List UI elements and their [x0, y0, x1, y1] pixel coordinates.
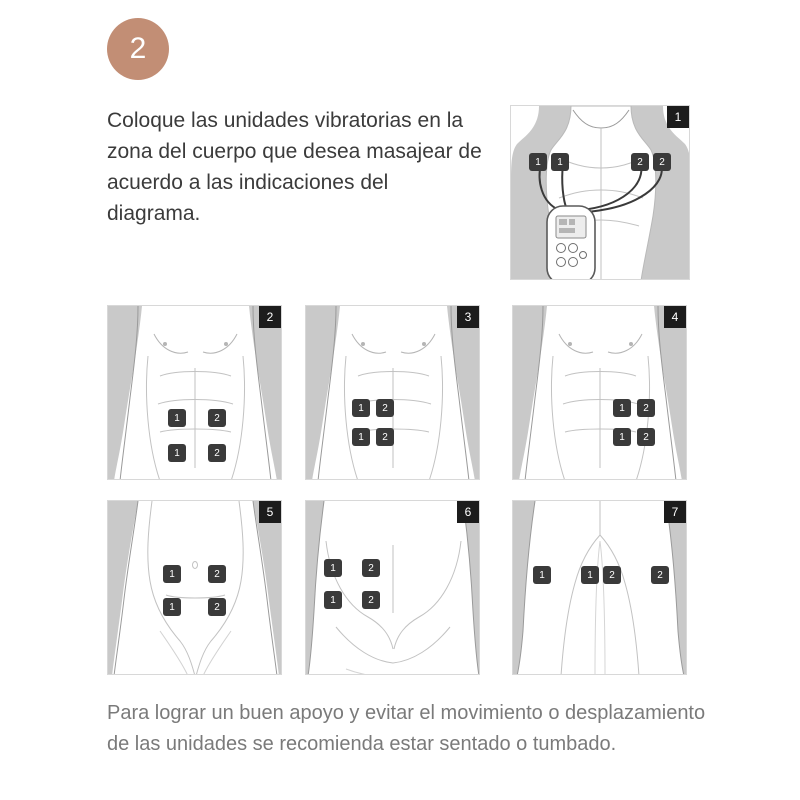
- electrode-pad: 2: [637, 399, 655, 417]
- electrode-pad: 2: [362, 559, 380, 577]
- panel-number-7: 7: [664, 501, 686, 523]
- electrode-pad: 1: [581, 566, 599, 584]
- electrode-pad: 1: [352, 428, 370, 446]
- electrode-pad: 1: [613, 428, 631, 446]
- panel-4: [512, 305, 687, 480]
- electrode-pad: 1: [324, 559, 342, 577]
- panel-number-1: 1: [667, 106, 689, 128]
- step-number-label: 2: [129, 32, 147, 65]
- electrode-pad: 2: [362, 591, 380, 609]
- electrode-pad: 1: [163, 565, 181, 583]
- panel-5: [107, 500, 282, 675]
- panel-number-4: 4: [664, 306, 686, 328]
- outro-paragraph: Para lograr un buen apoyo y evitar el movimiento o desplazamiento de las unidades se recomienda estar sentado o tumbado.: [107, 702, 706, 755]
- intro-paragraph: Coloque las unidades vibratorias en la zona del cuerpo que desea masajear de acuerdo a las indicaciones del diagrama.: [107, 109, 482, 225]
- electrode-pad: 1: [529, 153, 547, 171]
- electrode-pad: 2: [603, 566, 621, 584]
- electrode-pad: 1: [168, 444, 186, 462]
- electrode-pad: 1: [613, 399, 631, 417]
- electrode-pad: 2: [208, 444, 226, 462]
- panel-3: [305, 305, 480, 480]
- electrode-pad: 2: [631, 153, 649, 171]
- electrode-pad: 1: [324, 591, 342, 609]
- panel-number-6: 6: [457, 501, 479, 523]
- electrode-pad: 1: [533, 566, 551, 584]
- electrode-pad: 2: [208, 565, 226, 583]
- panel-number-5: 5: [259, 501, 281, 523]
- panel-number-3: 3: [457, 306, 479, 328]
- electrode-pad: 1: [163, 598, 181, 616]
- panel-number-2: 2: [259, 306, 281, 328]
- panel-2: [107, 305, 282, 480]
- electrode-pad: 2: [208, 409, 226, 427]
- panel-1: [510, 105, 690, 280]
- electrode-pad: 1: [551, 153, 569, 171]
- electrode-pad: 2: [376, 399, 394, 417]
- electrode-pad: 2: [208, 598, 226, 616]
- electrode-pad: 2: [637, 428, 655, 446]
- panel-6: [305, 500, 480, 675]
- electrode-pad: 2: [651, 566, 669, 584]
- electrode-pad: 1: [168, 409, 186, 427]
- electrode-pad: 1: [352, 399, 370, 417]
- electrode-pad: 2: [376, 428, 394, 446]
- panel-7: [512, 500, 687, 675]
- electrode-pad: 2: [653, 153, 671, 171]
- step-number-badge: [107, 18, 169, 80]
